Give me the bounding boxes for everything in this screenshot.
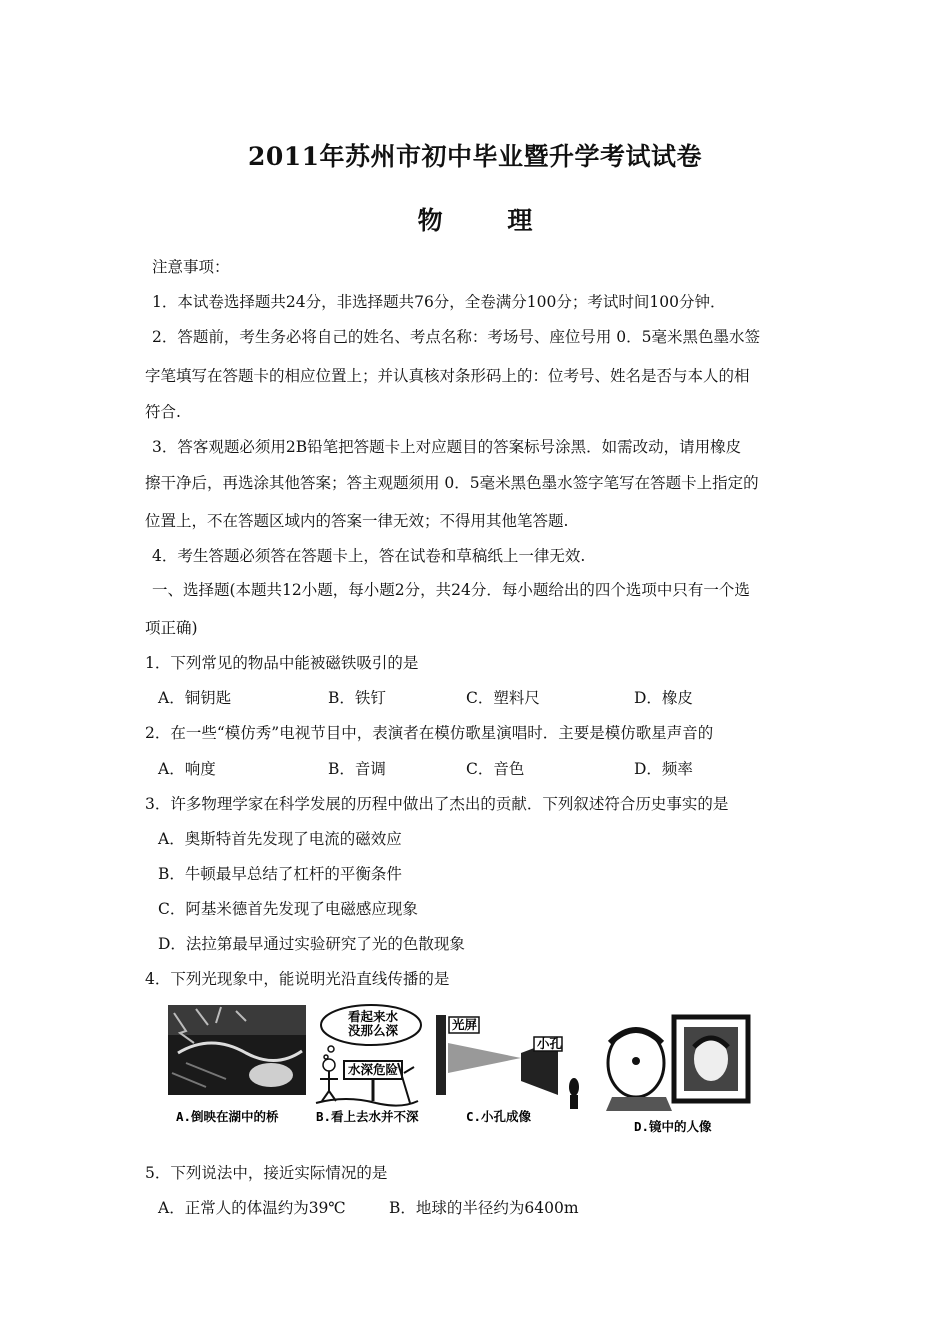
- notice-item-4: 4．考生答题必须答在答题卡上，答在试卷和草稿纸上一律无效.: [152, 547, 586, 565]
- question-1-option-c: C．塑料尺: [466, 689, 540, 707]
- figure-b-bubble-line-2: 没那么深: [348, 1023, 399, 1038]
- figure-b-sign: 水深危险: [348, 1062, 399, 1077]
- question-4-figure: [166, 1003, 756, 1135]
- question-4-stem: 4．下列光现象中，能说明光沿直线传播的是: [145, 970, 450, 988]
- question-1-stem: 1．下列常见的物品中能被磁铁吸引的是: [145, 654, 419, 672]
- question-3-option-a: A．奥斯特首先发现了电流的磁效应: [158, 830, 402, 848]
- subject-title: 物 理: [417, 206, 561, 235]
- figure-d-caption: D.镜中的人像: [634, 1119, 712, 1134]
- figure-c-caption: C.小孔成像: [466, 1109, 532, 1124]
- section-1-heading-line-1: 一、选择题(本题共12小题，每小题2分，共24分．每小题给出的四个选项中只有一个选: [152, 581, 750, 599]
- figure-a-caption: A.倒映在湖中的桥: [176, 1109, 279, 1124]
- figure-b-water-depth: [316, 1005, 421, 1124]
- question-2-option-b: B．音调: [328, 760, 386, 778]
- question-5-stem: 5．下列说法中，接近实际情况的是: [145, 1164, 388, 1182]
- notice-item-2-line-2: 字笔填写在答题卡的相应位置上；并认真核对条形码上的：位考号、姓名是否与本人的相: [145, 367, 750, 385]
- figure-b-bubble-line-1: 看起来水: [348, 1009, 399, 1024]
- notice-item-3-line-2: 擦干净后，再选涂其他答案；答主观题须用 0．5毫米黑色墨水签字笔写在答题卡上指定的: [145, 474, 759, 492]
- section-1-heading-line-2: 项正确): [145, 619, 198, 637]
- figure-c-pinhole: [436, 1015, 579, 1124]
- question-2-option-a: A．响度: [158, 760, 216, 778]
- question-1-option-b: B．铁钉: [328, 689, 386, 707]
- question-1-option-d: D．橡皮: [634, 689, 693, 707]
- question-3-option-b: B．牛顿最早总结了杠杆的平衡条件: [158, 865, 402, 883]
- question-3-option-c: C．阿基米德首先发现了电磁感应现象: [158, 900, 418, 918]
- notice-item-1: 1．本试卷选择题共24分，非选择题共76分，全卷满分100分；考试时间100分钟．: [152, 293, 726, 311]
- notice-heading: 注意事项：: [152, 258, 230, 276]
- question-2-option-d: D．频率: [634, 760, 693, 778]
- notice-item-2-line-3: 符合.: [145, 403, 181, 421]
- notice-item-3-line-1: 3．答客观题必须用2B铅笔把答题卡上对应题目的答案标号涂黑．如需改动，请用橡皮: [152, 438, 742, 456]
- figure-c-screen-label: 光屏: [452, 1017, 478, 1032]
- question-5-option-b: B．地球的半径约为6400m: [389, 1199, 579, 1217]
- exam-title: 2011年苏州市初中毕业暨升学考试试卷: [247, 142, 703, 171]
- figure-a-bridge-reflection: [168, 1005, 306, 1124]
- question-3-option-d: D．法拉第最早通过实验研究了光的色散现象: [158, 935, 465, 953]
- question-1-option-a: A．铜钥匙: [158, 689, 232, 707]
- notice-item-2-line-1: 2．答题前，考生务必将自己的姓名、考点名称：考场号、座位号用 0．5毫米黑色墨水签: [152, 328, 761, 346]
- figure-c-hole-label: 小孔: [537, 1036, 563, 1051]
- notice-item-3-line-3: 位置上，不在答题区域内的答案一律无效；不得用其他笔答题.: [145, 512, 569, 530]
- figure-d-mirror-image: [606, 1017, 748, 1134]
- question-2-stem: 2．在一些“模仿秀”电视节目中，表演者在模仿歌星演唱时．主要是模仿歌星声音的: [145, 724, 714, 742]
- figure-b-caption: B.看上去水并不深: [316, 1109, 419, 1124]
- question-2-option-c: C．音色: [466, 760, 525, 778]
- question-3-stem: 3．许多物理学家在科学发展的历程中做出了杰出的贡献．下列叙述符合历史事实的是: [145, 795, 729, 813]
- question-5-option-a: A．正常人的体温约为39℃: [158, 1199, 346, 1217]
